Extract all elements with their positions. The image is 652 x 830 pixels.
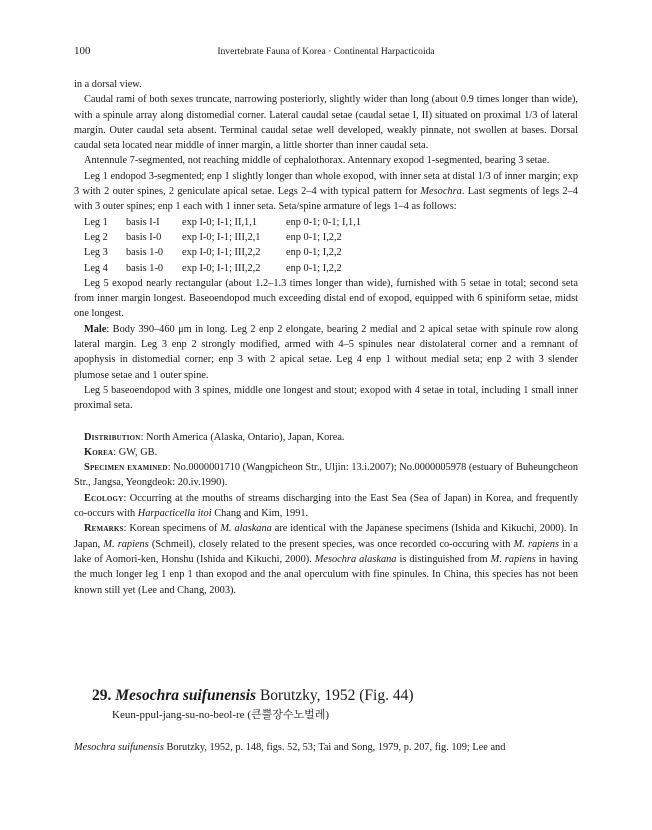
- remarks-text-4: in a lake of Aomori-ken, Honshu (Ishida and Kikuchi, 2000).: [74, 538, 578, 565]
- running-header: [74, 45, 578, 59]
- remarks-text-1: : Korean specimens of: [123, 523, 221, 535]
- korea-label: Korea: [84, 446, 114, 458]
- leg-name: Leg 4: [84, 262, 108, 274]
- leg-row: [84, 245, 361, 260]
- leg1-text-b: . Last segments of legs 2–4 with 3 outer spines; enp 1 each with 1 inner seta. Seta/spine armature of legs 1–4 as follows:: [74, 186, 578, 213]
- leg-basis: basis 1-0: [126, 247, 164, 259]
- synonymy-line: [74, 740, 578, 755]
- species-number: 29.: [92, 687, 112, 704]
- species-authority: Borutzky, 1952 (Fig. 44): [256, 687, 414, 704]
- remarks-species-4: Mesochra alaskana: [314, 553, 397, 565]
- section-gap: [74, 414, 578, 430]
- leg-basis: basis I-I: [126, 216, 160, 228]
- male-label: Male: [84, 323, 107, 335]
- leg-exopod: exp I-0; I-1; III,2,2: [182, 262, 261, 274]
- ecology-text-b: Chang and Kim, 1991.: [211, 508, 309, 520]
- leg-exopod: exp I-0; I-1; II,1,1: [182, 216, 257, 228]
- specimen-label: Specimen examined: [84, 462, 168, 474]
- leg-row: [84, 261, 361, 276]
- leg-basis: basis I-0: [126, 231, 162, 243]
- ecology-text-a: : Occurring at the mouths of streams discharging into the East Sea (Sea of Japan) in Korea, and frequently co-occurs with: [74, 492, 578, 520]
- paragraph-leg5: Leg 5 exopod nearly rectangular (about 1.2–1.3 times longer than wide), furnished with 5 setae in total; second seta from inner margin longest. Baseoendopod much exceeding distal end of exopod, equipped with 6 spiniform setae, midst one longest.: [74, 277, 578, 320]
- leg-endopod: enp 0-1; I,2,2: [286, 262, 342, 274]
- remarks-species-1: M. alaskana: [220, 523, 272, 535]
- korea-text: : GW, GB.: [113, 446, 158, 458]
- species-heading-block: [92, 686, 414, 724]
- paragraph-male: [74, 322, 578, 383]
- leg-endopod: enp 0-1; I,2,2: [286, 231, 342, 243]
- paragraph-specimen: [74, 460, 578, 491]
- remarks-label: Remarks: [84, 523, 124, 535]
- leg-name: Leg 1: [84, 216, 108, 228]
- remarks-text-3: (Schmeil), closely related to the present species, was once recorded co-occuring with: [148, 538, 514, 550]
- species-korean-name: Keun-ppul-jang-su-no-beol-re (큰뿔장수노벌레): [112, 709, 330, 721]
- remarks-species-5: M. rapiens: [490, 553, 536, 565]
- male-text: : Body 390–460 μm in long. Leg 2 enp 2 elongate, bearing 2 medial and 2 apical setae with spinule row along lateral margin. Leg 3 enp 2 strongly modified, armed with 4–5 spinules near distolateral corner and a remnant of apophysis in distomedial corner; enp 3 with 2 apical setae. Leg 4 enp 1 without medial seta; enp 2 with 3 slender plumose setae and 1 outer spine.: [74, 323, 578, 381]
- paragraph-caudal-rami: Caudal rami of both sexes truncate, narrowing posteriorly, slightly wider than long (about 0.9 times longer than wide), with a spinule array along distomedial corner. Lateral caudal setae (caudal setae I, II) situated on proximal 1/3 of lateral margin. Outer caudal seta absent. Terminal caudal setae well developed, weakly pinnate, not swollen at bases. Dorsal caudal seta located near middle of inner margin, a little shorter than inner caudal seta.: [74, 94, 578, 152]
- leg-row: [84, 230, 361, 245]
- leg-name: Leg 3: [84, 247, 108, 259]
- paragraph-antennule: Antennule 7-segmented, not reaching middle of cephalothorax. Antennary exopod 1-segmented, bearing 3 setae.: [84, 155, 550, 167]
- species-heading: [92, 686, 414, 706]
- paragraph-dorsal-view: in a dorsal view.: [74, 79, 142, 90]
- paragraph-remarks: [74, 521, 578, 597]
- leg-exopod: exp I-0; I-1; III,2,1: [182, 231, 261, 243]
- page-number: 100: [74, 45, 91, 57]
- remarks-species-2: M. rapiens: [103, 538, 149, 550]
- distribution-text: : North America (Alaska, Ontario), Japan, Korea.: [140, 431, 345, 443]
- leg1-text-a: Leg 1 endopod 3-segmented; enp 1 slightly longer than whole exopod, with inner seta at distal 1/3 of inner margin; exp 3 with 2 outer spines, 2 geniculate apical setae. Legs 2–4 with typical pattern for: [74, 170, 578, 198]
- species-binomial: Mesochra suifunensis: [115, 687, 257, 704]
- leg-name: Leg 2: [84, 231, 108, 243]
- leg-armature-table: [84, 215, 361, 276]
- remarks-species-3: M. rapiens: [513, 538, 559, 550]
- paragraph-male-leg5: Leg 5 baseoendopod with 3 spines, middle one longest and stout; exopod with 4 setae in total, including 1 small inner proximal seta.: [74, 384, 578, 412]
- leg-endopod: enp 0-1; 0-1; I,1,1: [286, 216, 361, 228]
- specimen-text: : No.0000001710 (Wangpicheon Str., Uljin: 13.i.2007); No.0000005978 (estuary of Buheungcheon Str., Jangsa, Yeongdeok: 20.iv.1990).: [74, 462, 578, 489]
- leg-exopod: exp I-0; I-1; III,2,2: [182, 247, 261, 259]
- ecology-species: Harpacticella itoi: [137, 508, 212, 520]
- remarks-text-5: is distinguished from: [396, 553, 491, 565]
- distribution-label: Distribution: [84, 431, 141, 443]
- remarks-text-2: are identical with the Japanese specimens (Ishida and Kikuchi, 2000). In Japan,: [74, 523, 578, 550]
- ecology-label: Ecology: [84, 492, 124, 504]
- main-text: [74, 77, 578, 598]
- paragraph-leg1: [74, 169, 578, 215]
- remarks-text-6: in having the much longer leg 1 enp 1 than exopod and the anal operculum with fine spinules. In China, this species has not been known still yet (Lee and Chang, 2003).: [74, 553, 578, 596]
- paragraph-distribution: [74, 430, 578, 445]
- leg-endopod: enp 0-1; I,2,2: [286, 247, 342, 259]
- leg1-genus: Mesochra: [420, 186, 462, 198]
- leg-basis: basis 1-0: [126, 262, 164, 274]
- leg-row: [84, 215, 361, 230]
- running-title: Invertebrate Fauna of Korea · Continental Harpacticoida: [217, 46, 435, 57]
- paragraph-ecology: [74, 491, 578, 522]
- synonymy-text: Borutzky, 1952, p. 148, figs. 52, 53; Tai and Song, 1979, p. 207, fig. 109; Lee and: [163, 742, 506, 753]
- synonymy-name: Mesochra suifunensis: [74, 742, 164, 753]
- paragraph-korea: [74, 445, 578, 460]
